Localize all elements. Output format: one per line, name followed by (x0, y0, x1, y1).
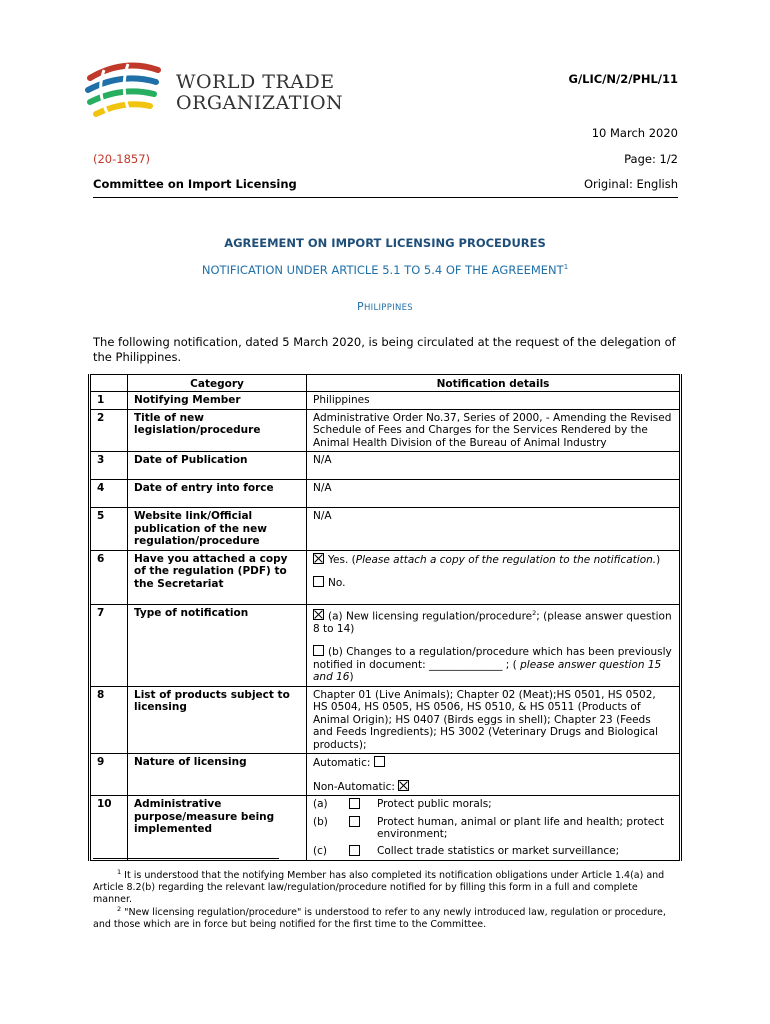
notification-title (0, 263, 770, 277)
row-detail (307, 550, 681, 604)
row-number: 10 (90, 796, 128, 861)
no-label: No. (328, 577, 346, 589)
purpose-text: Protect public morals; (377, 798, 492, 810)
no-checkbox[interactable] (313, 576, 324, 587)
wto-logo-icon (84, 56, 170, 128)
purpose-item (313, 798, 673, 812)
non-automatic-label: Non-Automatic: (313, 780, 395, 793)
org-name-line1: WORLD TRADE (176, 71, 335, 93)
footnote-1 (93, 866, 679, 906)
table-row (90, 550, 681, 604)
notification-type-a (313, 607, 673, 636)
notification-type-b (313, 645, 673, 684)
purpose-text: Protect human, animal or plant life and health; protect environment; (377, 815, 665, 840)
purpose-text: Collect trade statistics or market surveillance; (377, 844, 620, 857)
row-number: 8 (90, 686, 128, 754)
row-detail: Chapter 01 (Live Animals); Chapter 02 (Meat);HS 0501, HS 0502, HS 0504, HS 0505, HS 0506, HS 0510, & HS 0511 (Products of Animal Origin); HS 0407 (Birds eggs in shell); Chapter 23 (Feeds and Feeds Ingredients); HS 3002 (Veterinary Drugs and Biological products); (307, 686, 681, 754)
non-automatic-checkbox[interactable] (398, 780, 409, 791)
committee-name: Committee on Import Licensing (93, 177, 297, 191)
type-b-text-end: ) (349, 671, 354, 683)
document-date: 10 March 2020 (591, 126, 678, 140)
row-category: Administrative purpose/measure being implemented (128, 796, 307, 861)
automatic-option (313, 756, 673, 770)
intro-paragraph: The following notification, dated 5 March 2020, is being circulated at the request of the delegation of the Philippines. (93, 335, 676, 364)
purpose-label: (b) (313, 815, 328, 828)
row-number: 5 (90, 508, 128, 551)
row-detail: N/A (307, 452, 681, 480)
row-detail (307, 754, 681, 796)
yes-instruction: Please attach a copy of the regulation to the notification. (355, 553, 657, 566)
purpose-label: (a) (313, 798, 328, 810)
row-number: 1 (90, 391, 128, 409)
reference-number: (20-1857) (93, 152, 151, 166)
purpose-item (313, 816, 673, 841)
document-symbol: G/LIC/N/2/PHL/11 (568, 72, 678, 86)
row-category: Date of Publication (128, 452, 307, 480)
header-divider (93, 197, 678, 198)
row-category: Website link/Official publication of the new regulation/procedure (128, 508, 307, 551)
row-category: Type of notification (128, 604, 307, 686)
footnote-divider (93, 858, 279, 859)
attached-no-option (313, 576, 673, 590)
row-number: 7 (90, 604, 128, 686)
row-detail: N/A (307, 480, 681, 508)
org-name-line2: ORGANIZATION (176, 92, 344, 114)
table-row (90, 391, 681, 409)
table-row (90, 796, 681, 861)
row-detail (307, 796, 681, 861)
footnote-2 (93, 903, 679, 931)
country-first-letter: P (357, 300, 364, 313)
type-a-text: (a) New licensing regulation/procedure (328, 610, 533, 622)
header-num (90, 375, 128, 392)
automatic-checkbox[interactable] (374, 756, 385, 767)
footnote-ref-2: 2 (532, 608, 537, 617)
row-detail: N/A (307, 508, 681, 551)
non-automatic-option (313, 780, 673, 794)
yes-checkbox[interactable] (313, 553, 324, 564)
footnote-ref-1: 1 (563, 263, 569, 272)
header-details: Notification details (307, 375, 681, 392)
table-row (90, 409, 681, 452)
notification-title-text: NOTIFICATION UNDER ARTICLE 5.1 TO 5.4 OF THE AGREEMENT (201, 263, 564, 277)
row-category: List of products subject to licensing (128, 686, 307, 754)
row-detail: Administrative Order No.37, Series of 2000, - Amending the Revised Schedule of Fees and Charges for the Services Rendered by the Animal Health Division of the Bureau of Animal Industry (307, 409, 681, 452)
country-heading (0, 300, 770, 313)
row-detail: Philippines (307, 391, 681, 409)
country-rest: HILIPPINES (363, 303, 413, 313)
table-row (90, 604, 681, 686)
organization-name (176, 72, 343, 114)
footnote-text: It is understood that the notifying Member has also completed its notification obligations under Article 1.4(a) and Article 8.2(b) regarding the relevant law/regulation/procedure notified for by filling this form in a full and complete manner. (93, 870, 665, 906)
type-b-checkbox[interactable] (313, 645, 324, 656)
footnote-text: "New licensing regulation/procedure" is understood to refer to any newly introduced law, regulation or procedure, and those which are in force but being notified for the first time to the Committee. (93, 907, 666, 931)
row-detail (307, 604, 681, 686)
row-category: Have you attached a copy of the regulation (PDF) to the Secretariat (128, 550, 307, 604)
type-a-text-end: ; (please answer question 8 to 14) (313, 610, 672, 635)
purpose-checkbox[interactable] (349, 845, 360, 856)
table-row (90, 508, 681, 551)
purpose-checkbox[interactable] (349, 798, 360, 809)
row-category: Date of entry into force (128, 480, 307, 508)
yes-label: Yes. ( (328, 553, 356, 566)
row-number: 6 (90, 550, 128, 604)
footnote-number: 1 (117, 868, 122, 876)
table-row (90, 452, 681, 480)
agreement-title: AGREEMENT ON IMPORT LICENSING PROCEDURES (224, 236, 546, 250)
header-category: Category (128, 375, 307, 392)
purpose-label: (c) (313, 844, 327, 857)
yes-label-end: ) (656, 553, 661, 566)
attached-yes-option (313, 553, 673, 567)
table-row (90, 686, 681, 754)
table-row (90, 754, 681, 796)
type-a-checkbox[interactable] (313, 609, 324, 620)
row-number: 9 (90, 754, 128, 796)
type-b-text: (b) Changes to a regulation/procedure which has been previously notified in document: ______________ ; ( (313, 646, 672, 671)
table-header-row (90, 375, 681, 392)
purpose-checkbox[interactable] (349, 816, 360, 827)
footnote-number: 2 (117, 905, 122, 913)
row-category: Nature of licensing (128, 754, 307, 796)
row-number: 4 (90, 480, 128, 508)
row-number: 3 (90, 452, 128, 480)
automatic-label: Automatic: (313, 757, 371, 769)
type-b-instruction: please answer question 15 and 16 (313, 658, 662, 683)
page-number: Page: 1/2 (624, 152, 678, 166)
row-number: 2 (90, 409, 128, 452)
row-category: Title of new legislation/procedure (128, 409, 307, 452)
original-language: Original: English (583, 177, 678, 191)
row-category: Notifying Member (128, 391, 307, 409)
purpose-item (313, 845, 673, 859)
table-row (90, 480, 681, 508)
notification-table (88, 374, 682, 861)
